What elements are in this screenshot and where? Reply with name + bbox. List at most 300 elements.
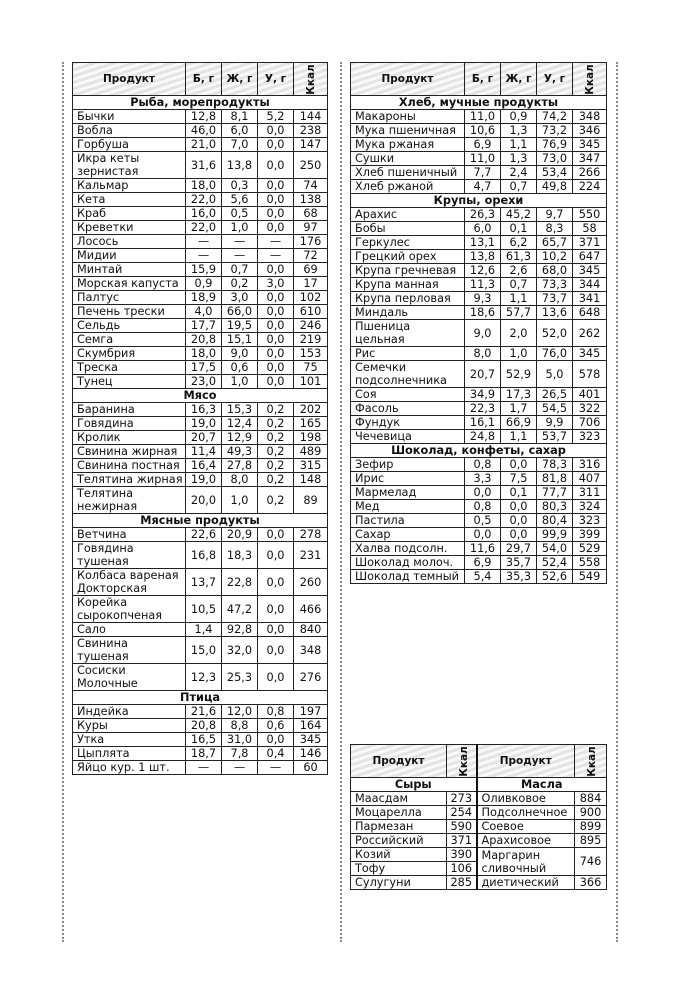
carbs-value: 0,2 — [258, 487, 294, 514]
carbs-value: 26,5 — [537, 388, 573, 402]
table-row — [351, 306, 607, 320]
fat-value: 0,7 — [501, 180, 537, 194]
product-name: Корейка сырокопченая — [73, 596, 186, 623]
product-name: Грецкий орех — [351, 250, 465, 264]
protein-value: 6,9 — [465, 138, 501, 152]
product-name: Миндаль — [351, 306, 465, 320]
product-name: Сельдь — [73, 319, 186, 333]
product-name: Тофу — [351, 862, 447, 876]
table-row — [351, 138, 607, 152]
header-carbs: У, г — [258, 63, 294, 96]
fat-value: 0,7 — [222, 263, 258, 277]
kcal-value: 610 — [294, 305, 328, 319]
protein-value: 11,3 — [465, 278, 501, 292]
protein-value: 13,1 — [465, 236, 501, 250]
fat-value: 1,7 — [501, 402, 537, 416]
section-title: Хлеб, мучные продукты — [351, 96, 607, 110]
kcal-value: 148 — [294, 473, 328, 487]
fat-value: 1,3 — [501, 152, 537, 166]
carbs-value: 73,3 — [537, 278, 573, 292]
product-name: Соевое — [477, 820, 575, 834]
fat-value: 0,0 — [501, 500, 537, 514]
kcal-value: 273 — [447, 792, 477, 806]
fat-value: 6,0 — [222, 124, 258, 138]
protein-value: 17,7 — [186, 319, 222, 333]
table-row — [73, 263, 328, 277]
product-name: Морская капуста — [73, 277, 186, 291]
kcal-value: 219 — [294, 333, 328, 347]
fat-value: 0,7 — [501, 278, 537, 292]
table-row — [351, 820, 607, 834]
kcal-value: 345 — [294, 733, 328, 747]
table-row — [351, 514, 607, 528]
protein-value: 46,0 — [186, 124, 222, 138]
product-name: Мед — [351, 500, 465, 514]
carbs-value: 0,0 — [258, 207, 294, 221]
kcal-value: 558 — [573, 556, 607, 570]
kcal-value: 371 — [573, 236, 607, 250]
carbs-value: 76,0 — [537, 347, 573, 361]
section-row — [73, 514, 328, 528]
table-row — [73, 221, 328, 235]
header-product: Продукт — [477, 745, 575, 778]
fat-value: 29,7 — [501, 542, 537, 556]
kcal-value: 345 — [573, 264, 607, 278]
product-name: Моцарелла — [351, 806, 447, 820]
table-row — [73, 623, 328, 637]
table-row — [351, 110, 607, 124]
kcal-value: 347 — [573, 152, 607, 166]
table-row — [73, 733, 328, 747]
carbs-value: 9,7 — [537, 208, 573, 222]
table-row — [73, 152, 328, 179]
protein-value: 22,6 — [186, 528, 222, 542]
carbs-value: 5,2 — [258, 110, 294, 124]
carbs-value: 0,0 — [258, 733, 294, 747]
table-row — [73, 487, 328, 514]
table-row — [351, 792, 607, 806]
fat-value: 0,0 — [501, 528, 537, 542]
fat-value: 9,0 — [222, 347, 258, 361]
table-row — [73, 719, 328, 733]
table-row — [73, 110, 328, 124]
section-title: Сыры — [351, 778, 477, 792]
protein-value: 19,0 — [186, 473, 222, 487]
protein-value: 17,5 — [186, 361, 222, 375]
protein-value: 16,0 — [186, 207, 222, 221]
carbs-value: 78,3 — [537, 458, 573, 472]
product-name: Мука пшеничная — [351, 124, 465, 138]
kcal-value: 74 — [294, 179, 328, 193]
protein-value: 0,0 — [465, 486, 501, 500]
carbs-value: 0,0 — [258, 179, 294, 193]
product-name: Кальмар — [73, 179, 186, 193]
fat-value: 20,9 — [222, 528, 258, 542]
header-product: Продукт — [351, 745, 447, 778]
protein-value: 20,7 — [186, 431, 222, 445]
product-name: Сосиски Молочные — [73, 664, 186, 691]
product-name: Российский — [351, 834, 447, 848]
header-kcal-label: Ккал — [585, 745, 598, 777]
product-name: Свинина тушеная — [73, 637, 186, 664]
carbs-value: 73,2 — [537, 124, 573, 138]
kcal-value: 884 — [575, 792, 607, 806]
table-row — [351, 556, 607, 570]
table-row — [73, 179, 328, 193]
dotted-margin-left — [62, 62, 64, 942]
product-name: Сушки — [351, 152, 465, 166]
product-name: Бычки — [73, 110, 186, 124]
kcal-value: 68 — [294, 207, 328, 221]
carbs-value: 76,9 — [537, 138, 573, 152]
protein-value: 11,6 — [465, 542, 501, 556]
product-name: Яйцо кур. 1 шт. — [73, 761, 186, 775]
kcal-value: 144 — [294, 110, 328, 124]
carbs-value: 0,4 — [258, 747, 294, 761]
table-row — [351, 278, 607, 292]
carbs-value: 0,0 — [258, 221, 294, 235]
product-name: Мука ржаная — [351, 138, 465, 152]
header-product: Продукт — [73, 63, 186, 96]
fat-value: 5,6 — [222, 193, 258, 207]
carbs-value: — — [258, 235, 294, 249]
protein-value: 0,8 — [465, 500, 501, 514]
table-row — [73, 193, 328, 207]
product-name: Минтай — [73, 263, 186, 277]
fat-value: 0,0 — [501, 458, 537, 472]
carbs-value: 73,0 — [537, 152, 573, 166]
table-row — [73, 459, 328, 473]
table-row — [351, 472, 607, 486]
kcal-value: 366 — [575, 876, 607, 890]
product-name: Крупа гречневая — [351, 264, 465, 278]
carbs-value: 0,0 — [258, 263, 294, 277]
table-row — [73, 431, 328, 445]
product-name: Пармезан — [351, 820, 447, 834]
header-kcal — [573, 63, 607, 96]
fat-value: — — [222, 235, 258, 249]
table-row — [351, 347, 607, 361]
product-name: Семечки подсолнечника — [351, 361, 465, 388]
fat-value: 3,0 — [222, 291, 258, 305]
kcal-value: 197 — [294, 705, 328, 719]
carbs-value: 0,0 — [258, 361, 294, 375]
table-row — [351, 486, 607, 500]
carbs-value: 5,0 — [537, 361, 573, 388]
kcal-value: 224 — [573, 180, 607, 194]
fat-value: 52,9 — [501, 361, 537, 388]
kcal-value: 153 — [294, 347, 328, 361]
kcal-value: 345 — [573, 138, 607, 152]
table-row — [73, 291, 328, 305]
fat-value: — — [222, 761, 258, 775]
carbs-value: 0,0 — [258, 596, 294, 623]
product-name: Крупа перловая — [351, 292, 465, 306]
protein-value: 21,0 — [186, 138, 222, 152]
table-row — [73, 138, 328, 152]
header-fat: Ж, г — [222, 63, 258, 96]
product-name: Палтус — [73, 291, 186, 305]
product-name: Фундук — [351, 416, 465, 430]
protein-value: 20,8 — [186, 333, 222, 347]
cheese-oil-table — [350, 744, 607, 890]
carbs-value: 77,7 — [537, 486, 573, 500]
protein-value: 6,0 — [465, 222, 501, 236]
fat-value: 25,3 — [222, 664, 258, 691]
header-protein: Б, г — [465, 63, 501, 96]
table-row — [73, 207, 328, 221]
protein-value: 23,0 — [186, 375, 222, 389]
product-name: Макароны — [351, 110, 465, 124]
table-row — [73, 473, 328, 487]
product-name: Кета — [73, 193, 186, 207]
carbs-value: 10,2 — [537, 250, 573, 264]
protein-value: 0,8 — [465, 458, 501, 472]
carbs-value: 3,0 — [258, 277, 294, 291]
protein-value: 15,0 — [186, 637, 222, 664]
protein-value: 19,0 — [186, 417, 222, 431]
product-name: Печень трески — [73, 305, 186, 319]
table-row — [351, 848, 607, 862]
fat-value: 1,0 — [222, 375, 258, 389]
table-header-row — [351, 745, 607, 778]
fat-value: 2,6 — [501, 264, 537, 278]
kcal-value: 407 — [573, 472, 607, 486]
fat-value: 12,0 — [222, 705, 258, 719]
kcal-value: 315 — [294, 459, 328, 473]
product-name: Арахисовое — [477, 834, 575, 848]
product-name: Цыплята — [73, 747, 186, 761]
table-row — [351, 542, 607, 556]
section-row — [351, 444, 607, 458]
carbs-value: 54,0 — [537, 542, 573, 556]
protein-value: 12,3 — [186, 664, 222, 691]
protein-value: 22,0 — [186, 221, 222, 235]
kcal-value: 840 — [294, 623, 328, 637]
carbs-value: 0,0 — [258, 347, 294, 361]
protein-value: 8,0 — [465, 347, 501, 361]
table-row — [73, 637, 328, 664]
product-name: Маасдам — [351, 792, 447, 806]
fat-value: 92,8 — [222, 623, 258, 637]
table-row — [351, 834, 607, 848]
kcal-value: 276 — [294, 664, 328, 691]
protein-value: 21,6 — [186, 705, 222, 719]
kcal-value: 323 — [573, 514, 607, 528]
fat-value: 0,6 — [222, 361, 258, 375]
kcal-value: 324 — [573, 500, 607, 514]
fat-value: 22,8 — [222, 569, 258, 596]
table-row — [73, 528, 328, 542]
protein-value: 11,0 — [465, 110, 501, 124]
carbs-value: 54,5 — [537, 402, 573, 416]
product-name: Кролик — [73, 431, 186, 445]
fat-value: — — [222, 249, 258, 263]
kcal-value: 390 — [447, 848, 477, 862]
header-fat: Ж, г — [501, 63, 537, 96]
table-row — [73, 664, 328, 691]
kcal-value: 246 — [294, 319, 328, 333]
kcal-value: 549 — [573, 570, 607, 584]
protein-value: 16,5 — [186, 733, 222, 747]
protein-value: 3,3 — [465, 472, 501, 486]
protein-value: 10,5 — [186, 596, 222, 623]
protein-value: 0,0 — [465, 528, 501, 542]
table-row — [351, 208, 607, 222]
product-name: Утка — [73, 733, 186, 747]
section-title: Рыба, морепродукты — [73, 96, 328, 110]
table-row — [351, 166, 607, 180]
protein-value: 0,5 — [465, 514, 501, 528]
table-row — [351, 236, 607, 250]
product-name: Чечевица — [351, 430, 465, 444]
product-name: Сахар — [351, 528, 465, 542]
carbs-value: 49,8 — [537, 180, 573, 194]
protein-value: 16,8 — [186, 542, 222, 569]
product-name: Телятина нежирная — [73, 487, 186, 514]
kcal-value: 311 — [573, 486, 607, 500]
section-title: Шоколад, конфеты, сахар — [351, 444, 607, 458]
kcal-value: 590 — [447, 820, 477, 834]
header-kcal-label: Ккал — [583, 63, 596, 95]
carbs-value: 80,4 — [537, 514, 573, 528]
header-carbs: У, г — [537, 63, 573, 96]
fat-value: 35,7 — [501, 556, 537, 570]
carbs-value: 0,0 — [258, 305, 294, 319]
table-row — [73, 347, 328, 361]
product-name: Горбуша — [73, 138, 186, 152]
carbs-value: 8,3 — [537, 222, 573, 236]
kcal-value: 17 — [294, 277, 328, 291]
fat-value: 1,3 — [501, 124, 537, 138]
fat-value: 7,0 — [222, 138, 258, 152]
fat-value: 1,0 — [501, 347, 537, 361]
fat-value: 31,0 — [222, 733, 258, 747]
fat-value: 32,0 — [222, 637, 258, 664]
fat-value: 0,2 — [222, 277, 258, 291]
fat-value: 15,3 — [222, 403, 258, 417]
product-name: Пастила — [351, 514, 465, 528]
kcal-value: 106 — [447, 862, 477, 876]
table-row — [351, 876, 607, 890]
protein-value: 22,0 — [186, 193, 222, 207]
table-row — [73, 124, 328, 138]
kcal-value: 176 — [294, 235, 328, 249]
product-name: Сало — [73, 623, 186, 637]
kcal-value: 250 — [294, 152, 328, 179]
kcal-value: 746 — [575, 848, 607, 876]
product-name: Треска — [73, 361, 186, 375]
header-kcal — [294, 63, 328, 96]
kcal-value: 165 — [294, 417, 328, 431]
product-name: Телятина жирная — [73, 473, 186, 487]
product-name: Геркулес — [351, 236, 465, 250]
product-name: Ветчина — [73, 528, 186, 542]
product-name: Рис — [351, 347, 465, 361]
protein-value: 0,9 — [186, 277, 222, 291]
product-name: Индейка — [73, 705, 186, 719]
carbs-value: 13,6 — [537, 306, 573, 320]
product-name: Мидии — [73, 249, 186, 263]
kcal-value: 371 — [447, 834, 477, 848]
kcal-value: 344 — [573, 278, 607, 292]
product-name: Оливковое — [477, 792, 575, 806]
kcal-value: 578 — [573, 361, 607, 388]
table-row — [73, 319, 328, 333]
table-row — [351, 264, 607, 278]
fat-value: 66,0 — [222, 305, 258, 319]
carbs-value: 0,0 — [258, 124, 294, 138]
table-row — [73, 747, 328, 761]
kcal-value: 348 — [573, 110, 607, 124]
product-name: Икра кеты зернистая — [73, 152, 186, 179]
protein-value: 16,1 — [465, 416, 501, 430]
carbs-value: 0,2 — [258, 431, 294, 445]
section-title: Мясные продукты — [73, 514, 328, 528]
carbs-value: 0,0 — [258, 319, 294, 333]
carbs-value: 74,2 — [537, 110, 573, 124]
kcal-value: 266 — [573, 166, 607, 180]
fat-value: 6,2 — [501, 236, 537, 250]
product-name: Тунец — [73, 375, 186, 389]
protein-value: 22,3 — [465, 402, 501, 416]
fat-value: 12,4 — [222, 417, 258, 431]
carbs-value: 0,0 — [258, 623, 294, 637]
section-title: Мясо — [73, 389, 328, 403]
section-title: Масла — [477, 778, 607, 792]
table-row — [351, 222, 607, 236]
product-name: Ирис — [351, 472, 465, 486]
kcal-value: 278 — [294, 528, 328, 542]
product-name: Говядина — [73, 417, 186, 431]
protein-value: 34,9 — [465, 388, 501, 402]
table-row — [73, 542, 328, 569]
product-name: Колбаса вареная Докторская — [73, 569, 186, 596]
product-name: Халва подсолн. — [351, 542, 465, 556]
fat-value: 1,1 — [501, 430, 537, 444]
fat-value: 12,9 — [222, 431, 258, 445]
fat-value: 0,1 — [501, 222, 537, 236]
fat-value: 0,5 — [222, 207, 258, 221]
protein-value: 13,8 — [465, 250, 501, 264]
table-header-row — [351, 63, 607, 96]
fat-value: 1,0 — [222, 221, 258, 235]
kcal-value: 198 — [294, 431, 328, 445]
fat-value: 19,5 — [222, 319, 258, 333]
protein-value: 4,0 — [186, 305, 222, 319]
protein-value: 18,0 — [186, 347, 222, 361]
kcal-value: 322 — [573, 402, 607, 416]
header-kcal-label: Ккал — [304, 63, 317, 95]
table-row — [351, 180, 607, 194]
product-name: Лосось — [73, 235, 186, 249]
protein-value: 16,4 — [186, 459, 222, 473]
protein-value: 6,9 — [465, 556, 501, 570]
kcal-value: 146 — [294, 747, 328, 761]
protein-value: 20,7 — [465, 361, 501, 388]
protein-value: 5,4 — [465, 570, 501, 584]
product-name: Хлеб пшеничный — [351, 166, 465, 180]
kcal-value: 260 — [294, 569, 328, 596]
table-row — [351, 152, 607, 166]
left-table-body — [73, 96, 328, 775]
table-row — [73, 305, 328, 319]
table-row — [73, 333, 328, 347]
table-row — [351, 458, 607, 472]
carbs-value: — — [258, 249, 294, 263]
fat-value: 57,7 — [501, 306, 537, 320]
left-nutrition-table — [72, 62, 328, 775]
